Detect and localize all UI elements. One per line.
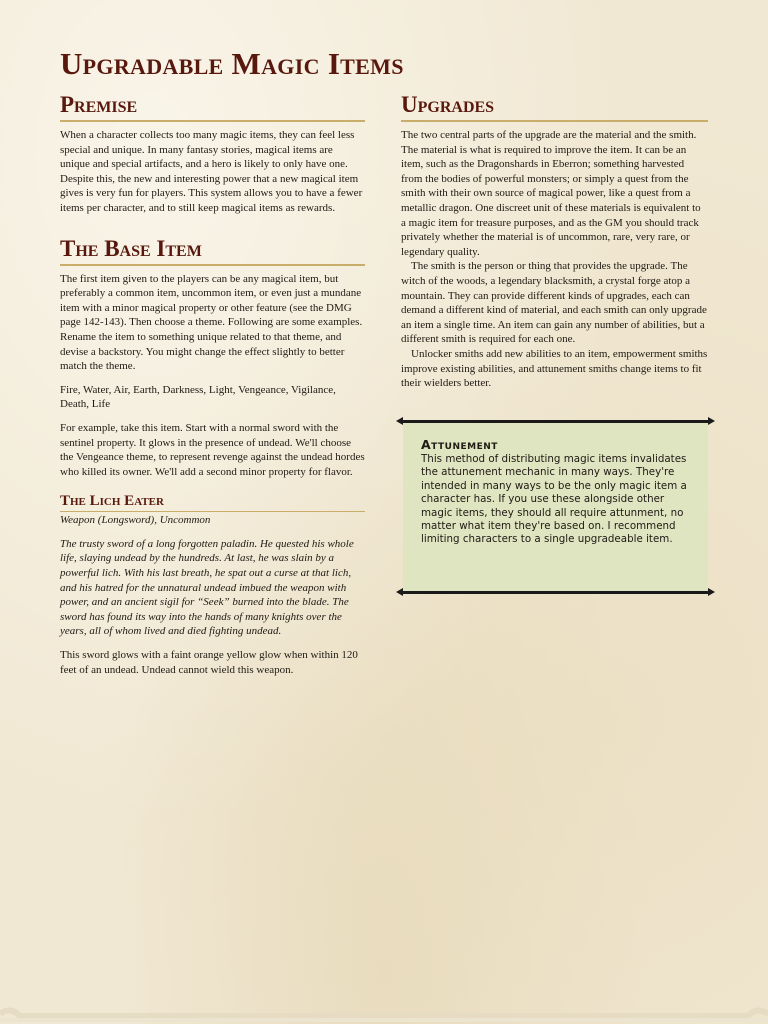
premise-text: When a character collects too many magic items, they can feel less special and unique. In many fantasy stories, magical items are unique and special artifacts, and a hero is likely to only have one. Despite this, the new and interesting power that a new magical item gives is very fun for players. This system allows you to have a fewer items per character, and to still keep magical items as rewards. [60, 129, 363, 214]
heading-rule [60, 120, 365, 122]
left-column [60, 90, 365, 677]
upgrades-heading: Upgrades [401, 92, 495, 117]
heading-rule [60, 264, 365, 266]
base-item-heading: The Base Item [60, 235, 202, 261]
lich-eater-heading: The Lich Eater [60, 493, 164, 510]
note-heading: Attunement [421, 437, 498, 452]
attunement-note-box [403, 420, 708, 594]
heading-rule [401, 120, 708, 122]
lich-eater-lore: The trusty sword of a long forgotten paladin. He quested his whole life, slaying undead by the hundreds. At last, he was slain by a powerful lich. With his last breath, he spat out a curse at that lich, and his hatred for the unnatural undead imbued the weapon with power, and an ancient sigil for “Seek” burned into the blade. The sword has found its way into the hands of many knights over the years, all of whom lived and died fighting undead. [60, 537, 354, 638]
example-paragraph: For example, take this item. Start with a normal sword with the sentinel property. It glows in the presence of undead. We'll choose the Vengeance theme, to represent revenge against the undead hordes who killed its owner. We'll add a second minor property for flavor. [60, 421, 365, 478]
note-text: This method of distributing magic items invalidates the attunement mechanic in many ways. They're intended in many ways to be the only magic item a character has. If you use these alongside other magic items, they should all require attunment, no matter what item they're based on. I recommend limiting characters to a single upgradeable item. [421, 453, 687, 546]
lich-eater-subtitle: Weapon (Longsword), Uncommon [60, 514, 211, 527]
subheading-rule [60, 511, 365, 512]
theme-list: Fire, Water, Air, Earth, Darkness, Light, Vengeance, Vigilance, Death, Life [60, 383, 336, 411]
upgrades-paragraph-2: The smith is the person or thing that provides the upgrade. The witch of the woods, a legendary blacksmith, a crystal forge atop a mountain. They can provide different kinds of upgrades, each can demand a different kind of material, and each smith can only upgrade an item a single time. An item can gain any number of abilities, but a different smith is required for each one. [401, 260, 707, 346]
page-title: Upgradable Magic Items [60, 46, 404, 81]
footer-ornament [0, 984, 768, 1024]
base-item-paragraph: The first item given to the players can be any magical item, but preferably a common item, uncommon item, or even just a mundane item with a minor magical property or other feature (see the DMG page 142-143). Then choose a theme. Following are some examples. Rename the item to something unique related to that theme, and devise a backstory. You might change the effect slightly to better match the theme. [60, 272, 363, 373]
upgrades-paragraph-3: Unlocker smiths add new abilities to an item, empowerment smiths improve existing abilities, and attunement smiths change items to fit their wielders better. [401, 347, 708, 390]
lich-eater-effect: This sword glows with a faint orange yellow glow when within 120 feet of an undead. Undead cannot wield this weapon. [60, 649, 358, 676]
note-bottom-border [400, 591, 711, 594]
upgrades-paragraph-1: The two central parts of the upgrade are the material and the smith. The material is what is required to improve the item. It can be an item, such as the Dragonshards in Eberron; something harvested from the bodies of powerful monsters; or simply a quest from the smith with their own source of magical power, like a quest from a metallic dragon. One discreet unit of these materials is equivalent to a magic item for treasure purposes, and as the GM you should track privately whether the material is of uncommon, rare, very rare, or legendary quality. [401, 129, 701, 258]
note-body [403, 423, 708, 591]
right-column [401, 90, 708, 391]
premise-heading: Premise [60, 92, 138, 117]
